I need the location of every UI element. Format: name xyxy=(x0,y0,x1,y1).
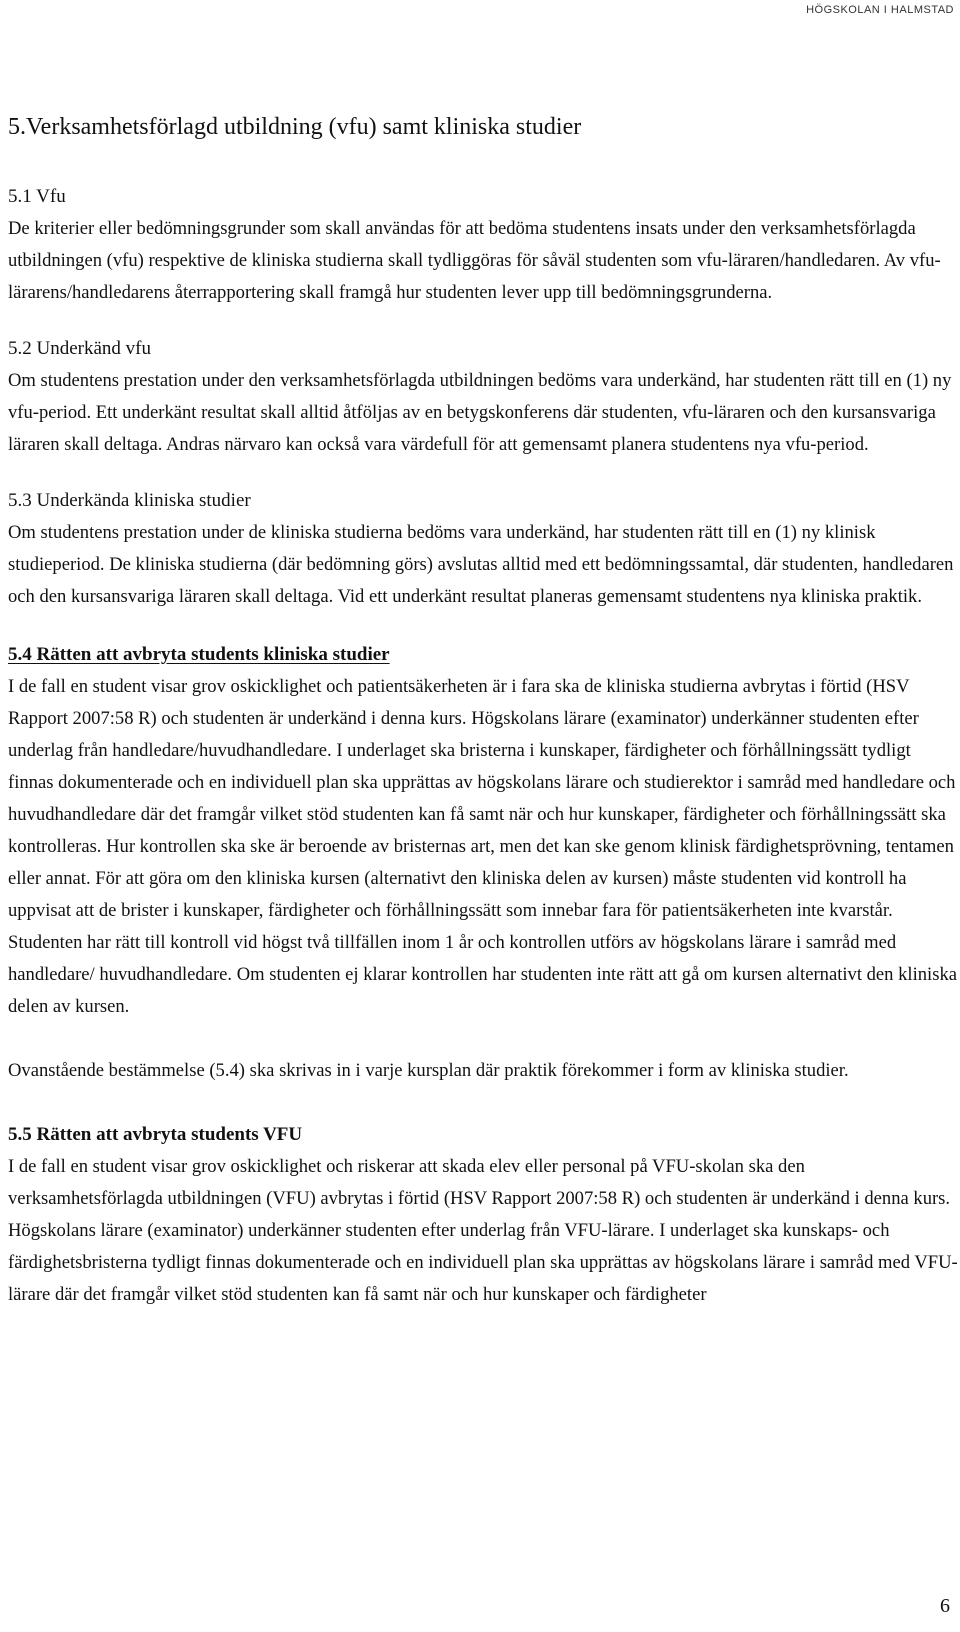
document-body xyxy=(8,181,958,1311)
section-paragraph: Ovanstående bestämmelse (5.4) ska skrivas in i varje kursplan där praktik förekommer i form av kliniska studier. xyxy=(8,1060,849,1081)
section-title: 5.5 Rätten att avbryta students VFU xyxy=(8,1124,303,1145)
section-paragraph: De kriterier eller bedömningsgrunder som skall användas för att bedöma studentens insats under den verksamhetsförlagda utbildningen (vfu) respektive de kliniska studierna skall tydliggöras för såväl studenten som vfu-läraren/handledaren. Av vfu-lärarens/handledarens återrapportering skall framgå hur studenten lever upp till bedömningsgrunderna. xyxy=(8,218,941,303)
section-paragraph: Om studentens prestation under den verksamhetsförlagda utbildningen bedöms vara underkänd, har studenten rätt till en (1) ny vfu-period. Ett underkänt resultat skall alltid åtföljas av en betygskonferens där studenten, vfu-läraren och den kursansvariga läraren skall deltaga. Andras närvaro kan också vara värdefull för att gemensamt planera studentens nya vfu-period. xyxy=(8,370,952,455)
chapter-title: 5.Verksamhetsförlagd utbildning (vfu) samt kliniska studier xyxy=(8,114,582,140)
section-5-4 xyxy=(8,639,958,1087)
section-5-5 xyxy=(8,1119,958,1311)
page-number: 6 xyxy=(940,1595,950,1617)
section-title: 5.4 Rätten att avbryta students kliniska studier xyxy=(8,644,390,665)
section-title: 5.3 Underkända kliniska studier xyxy=(8,490,251,511)
section-5-2 xyxy=(8,333,958,461)
section-title: 5.2 Underkänd vfu xyxy=(8,338,151,359)
section-5-1 xyxy=(8,181,958,309)
section-paragraph: I de fall en student visar grov oskicklighet och riskerar att skada elev eller personal på VFU-skolan ska den verksamhetsförlagda utbildningen (VFU) avbrytas i förtid (HSV Rapport 2007:58 R) och studenten är underkänd i denna kurs. Högskolans lärare (examinator) underkänner studenten efter underlag från VFU-lärare. I underlaget ska kunskaps- och färdighetsbristerna tydligt finnas dokumenterade och en individuell plan ska upprättas av högskolans lärare i samråd med VFU-lärare där det framgår vilket stöd studenten kan få samt när och hur kunskaper och färdigheter xyxy=(8,1156,958,1305)
section-paragraph: Om studentens prestation under de kliniska studierna bedöms vara underkänd, har studenten rätt till en (1) ny klinisk studieperiod. De kliniska studierna (där bedömning görs) avslutas alltid med ett bedömningssamtal, där studenten, handledaren och den kursansvariga läraren skall deltaga. Vid ett underkänt resultat planeras gemensamt studentens nya kliniska praktik. xyxy=(8,522,954,607)
section-5-3 xyxy=(8,485,958,613)
page-header: HÖGSKOLAN I HALMSTAD xyxy=(806,4,954,16)
section-title: 5.1 Vfu xyxy=(8,186,66,207)
section-paragraph: I de fall en student visar grov oskicklighet och patientsäkerheten är i fara ska de kliniska studierna avbrytas i förtid (HSV Rapport 2007:58 R) och studenten är underkänd i denna kurs. Högskolans lärare (examinator) underkänner studenten efter underlag från handledare/huvudhandledare. I underlaget ska bristerna i kunskaper, färdigheter och förhållningssätt tydligt finnas dokumenterade och en individuell plan ska upprättas av högskolans lärare och studierektor i samråd med handledare och huvudhandledare där det framgår vilket stöd studenten kan få samt när och hur kunskaper, färdigheter och förhållningssätt ska kontrolleras. Hur kontrollen ska ske är beroende av bristernas art, men det kan ske genom klinisk färdighetsprövning, tentamen eller annat. För att göra om den kliniska kursen (alternativt den kliniska delen av kursen) måste studenten vid kontroll ha uppvisat att de brister i kunskaper, färdigheter och förhållningssätt som innebar fara för patientsäkerheten inte kvarstår. Studenten har rätt till kontroll vid högst två tillfällen inom 1 år och kontrollen utförs av högskolans lärare i samråd med handledare/ huvudhandledare. Om studenten ej klarar kontrollen har studenten inte rätt att gå om kursen alternativt den kliniska delen av kursen. xyxy=(8,676,958,1017)
